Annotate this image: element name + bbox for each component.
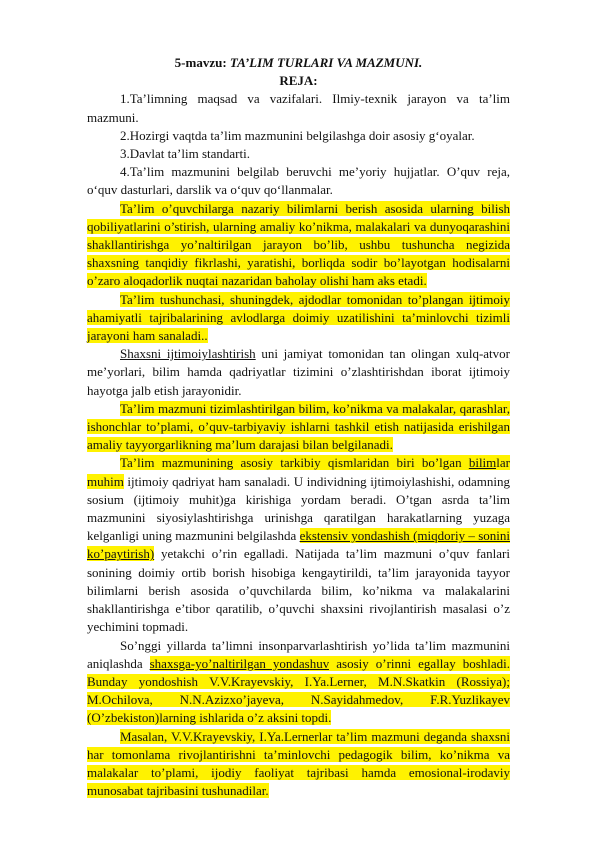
page-title <box>87 54 510 72</box>
paragraph-4 <box>87 400 510 455</box>
paragraph-text: So’nggi yillarda ta’limni insonparvarlashtirish yo’lida ta’lim mazmunini aniqlashda <box>87 637 510 671</box>
paragraph-2 <box>87 291 510 346</box>
title-topic: TA’LIM TURLARI VA MAZMUNI. <box>229 55 423 70</box>
paragraph-6 <box>87 637 510 728</box>
paragraph-3 <box>87 345 510 400</box>
title-prefix: 5-mavzu: <box>174 55 230 70</box>
plan-item-4: 4.Ta’lim mazmunini belgilab beruvchi me’yoriy hujjatlar. O’quv reja, o‘quv dasturlari, darslik va o‘quv qo‘llanmalar. <box>87 164 510 198</box>
highlighted-text: lar muhim <box>87 455 510 489</box>
highlighted-underlined-term: bilim <box>468 455 497 471</box>
highlighted-text: asosiy o’rinni egallay boshladi. Bunday yondoshish V.V.Krayevskiy, I.Ya.Lerner, M.N.Skatkin (Rossiya); M.Ochilova, N.N.Azizxo’jayeva, N.Sayidahmedov, F.R.Yuzlikayev (O’zbekiston)larning ishlarida o’z aksini topdi. <box>87 655 511 726</box>
highlighted-text: Ta’lim mazmunining asosiy tarkibiy qismlaridan biri bo’lgan <box>120 455 469 471</box>
highlighted-underlined-term: ekstensiv yondashish (miqdoriy – sonini ko’paytirish) <box>87 528 510 562</box>
highlighted-text: Ta’lim o’quvchilarga nazariy bilimlarni berish asosida ularning bilish qobiliyatlarini o’stirish, ularning amaliy ko’nikma, malakalari va dunyoqarashini shakllantirishga yo’naltirilgan jarayon bo’lib, ushbu tushuncha negizida shaxsning tanqidiy fikrlashi, yaratishi, borliqda sodir bo’layotgan hodisalarni o’zaro aloqadorlik nuqtai nazaridan baholay olishi ham aks etadi. <box>87 200 510 289</box>
paragraph-1 <box>87 200 510 291</box>
highlighted-text: Ta’lim mazmuni tizimlashtirilgan bilim, ko’nikma va malakalar, qarashlar, ishonchlar to’plami, o’quv-tarbiyaviy ishlarni tashkil etish natijasida erishilgan amaliy tayyorgarlikning ma’lum darajasi bilan belgilanadi. <box>87 400 510 453</box>
plan-item-1: 1.Ta’limning maqsad va vazifalari. Ilmiy-texnik jarayon va ta’lim mazmuni. <box>87 91 510 125</box>
paragraph-text: uni jamiyat tomonidan tan olingan xulq-atvor me’yorlari, bilim hamda qadriyatlar tizimini o’zlashtirishdan iborat ijtimoiy hayotga jalb etish jarayonidir. <box>87 346 510 398</box>
plan-heading: REJA: <box>279 73 318 89</box>
paragraph-text: ijtimoiy qadriyat ham sanaladi. U individning ijtimoiylashishi, odamning sosium (ijtimoiy muhit)ga kirishiga yordam beradi. O’tgan asrda ta’lim mazmunini siyosiylashtirishga urinishga qaratilgan harakatlarning yuzaga kelganligi uning mazmunini belgilashda <box>87 473 510 544</box>
paragraph-text: yetakchi o’rin egalladi. Natijada ta’lim mazmuni o’quv fanlari sonining doimiy ortib borish hisobiga kengaytirildi, ta’lim jarayonida tayyor bilimlarni berish asosida o’quvchilarda bilim, ko’nikma va malakalarini shakllantirishga e’tibor qaratilib, o’quvchi shaxsini rivojlantirish masalasi o’z yechimini topmadi. <box>87 546 510 635</box>
highlighted-text: Masalan, V.V.Krayevskiy, I.Ya.Lernerlar ta’lim mazmuni deganda shaxsni har tomonlama rivojlantirishni ta’minlovchi pedagogik bilim, ko’nikma va malakalar to’plami, ijodiy faoliyat tajribasi hamda emosional-irodaviy munosabat tajribasini tushunadilar. <box>87 728 510 799</box>
highlighted-text: Ta’lim tushunchasi, shuningdek, ajdodlar tomonidan to’plangan ijtimoiy ahamiyatli tajribalarining avlodlarga doimiy uzatilishini ta’minlovchi tizimli jarayoni ham sanaladi.. <box>87 291 510 344</box>
underlined-term: Shaxsni ijtimoiylashtirish <box>120 346 256 362</box>
paragraph-7 <box>87 728 510 801</box>
plan-item-3: 3.Davlat ta’lim standarti. <box>120 146 250 162</box>
highlighted-underlined-term: shaxsga-yo’naltirilgan yondashuv <box>149 655 330 671</box>
plan-item-2: 2.Hozirgi vaqtda ta’lim mazmunini belgilashga doir asosiy g‘oyalar. <box>120 127 475 143</box>
paragraph-5 <box>87 454 510 636</box>
